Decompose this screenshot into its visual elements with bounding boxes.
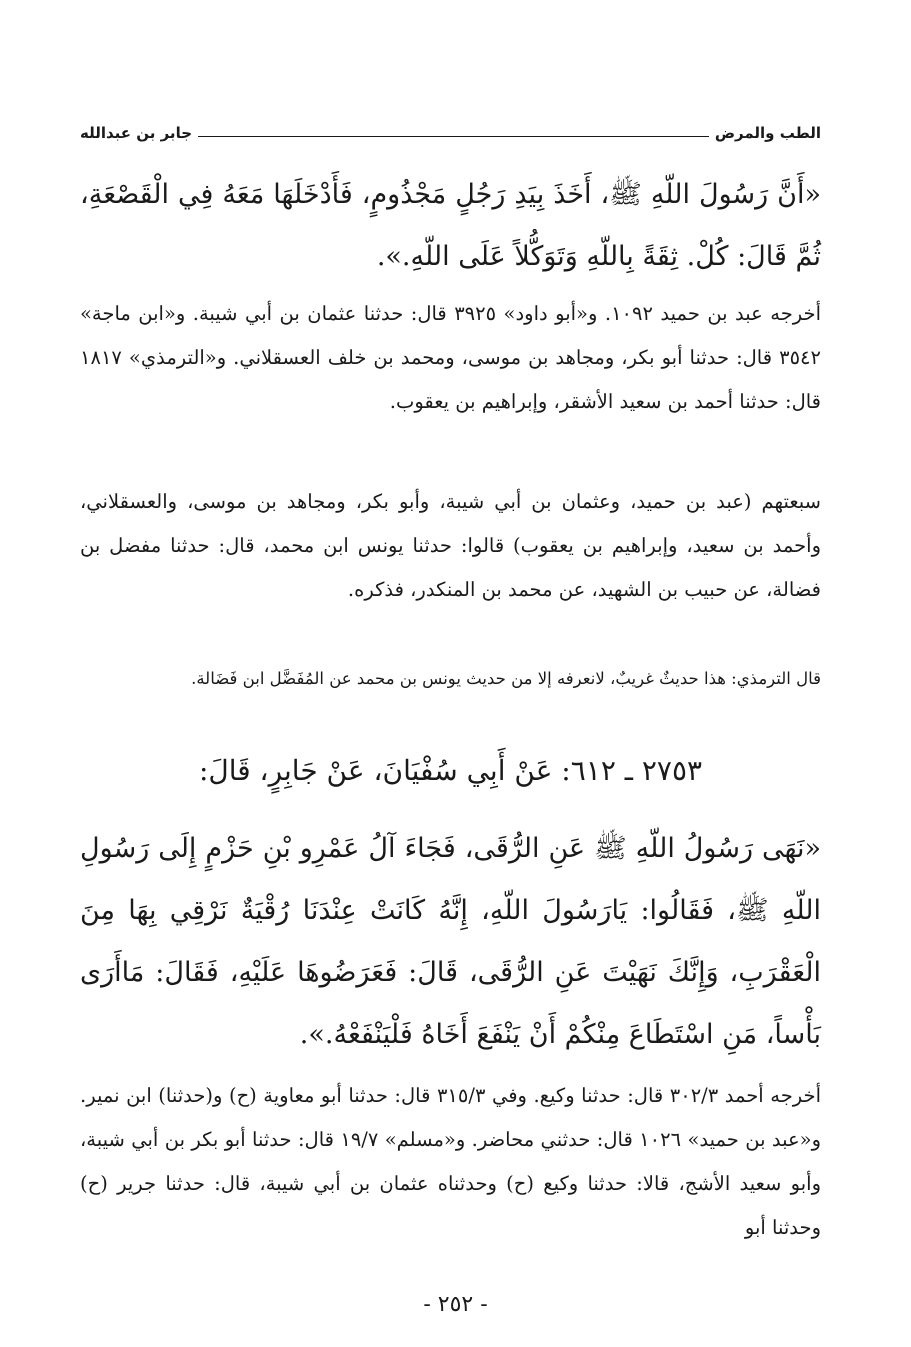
header-chapter-title: الطب والمرض — [714, 124, 821, 142]
hadith-number-heading: ٢٧٥٣ ـ ٦١٢: عَنْ أَبِي سُفْيَانَ، عَنْ جَابِرٍ، قَالَ: — [198, 754, 703, 787]
hadith-text-2: «نَهَى رَسُولُ اللّهِ ﷺ عَنِ الرُّقَى، فَجَاءَ آلُ عَمْرِو بْنِ حَزْمٍ إِلَى رَسُولِ اللّهِ ﷺ، فَقَالُوا: يَارَسُولَ اللّهِ، إِنَّهُ كَانَتْ عِنْدَنَا رُقْيَةٌ نَرْقِي بِهَا مِنَ الْعَقْرَبِ، وَإِنَّكَ نَهَيْتَ عَنِ الرُّقَى، قَالَ: فَعَرَضُوهَا عَلَيْهِ، فَقَالَ: مَاأَرَى بَأْساً، مَنِ اسْتَطَاعَ مِنْكُمْ أَنْ يَنْفَعَ أَخَاهُ فَلْيَنْفَعْهُ.». — [80, 833, 821, 1050]
page-number: - ٢٥٢ - — [423, 1292, 488, 1317]
hadith-text-1: «أَنَّ رَسُولَ اللّهِ ﷺ، أَخَذَ بِيَدِ رَجُلٍ مَجْذُومٍ، فَأَدْخَلَهَا مَعَهُ فِي الْقَصْعَةِ، ثُمَّ قَالَ: كُلْ. ثِقَةً بِاللّهِ وَتَوَكُّلاً عَلَى اللّهِ.». — [80, 179, 821, 272]
takhrij-paragraph-3: أخرجه أحمد ٣٠٢/٣ قال: حدثنا وكيع. وفي ٣١٥/٣ قال: حدثنا أبو معاوية (ح) و(حدثنا) ابن نمير. و«عبد بن حميد» ١٠٢٦ قال: حدثني محاضر. و«مسلم» ١٩/٧ قال: حدثنا أبو بكر بن أبي شيبة، وأبو سعيد الأشج، قالا: حدثنا وكيع (ح) وحدثناه عثمان بن أبي شيبة، قال: حدثنا جرير (ح) وحدثنا أبو — [80, 1084, 821, 1239]
tirmidhi-note: قال الترمذي: هذا حديثٌ غريبٌ، لانعرفه إلا من حديث يونس بن محمد عن المُفَضَّل ابن فَضَالة. — [191, 669, 821, 688]
header-rule — [198, 136, 709, 137]
header-narrator-title: جابر بن عبدالله — [80, 124, 193, 142]
takhrij-paragraph-1: أخرجه عبد بن حميد ١٠٩٢. و«أبو داود» ٣٩٢٥ قال: حدثنا عثمان بن أبي شيبة. و«ابن ماجة» ٣٥٤٢ قال: حدثنا أبو بكر، ومجاهد بن موسى، ومحمد بن خلف العسقلاني. و«الترمذي» ١٨١٧ قال: حدثنا أحمد بن سعيد الأشقر، وإبراهيم بن يعقوب. — [80, 302, 821, 413]
running-header — [80, 118, 821, 142]
takhrij-paragraph-2: سبعتهم (عبد بن حميد، وعثمان بن أبي شيبة، وأبو بكر، ومجاهد بن موسى، والعسقلاني، وأحمد بن سعيد، وإبراهيم بن يعقوب) قالوا: حدثنا يونس ابن محمد، قال: حدثنا مفضل بن فضالة، عن حبيب بن الشهيد، عن محمد بن المنكدر، فذكره. — [80, 490, 821, 601]
